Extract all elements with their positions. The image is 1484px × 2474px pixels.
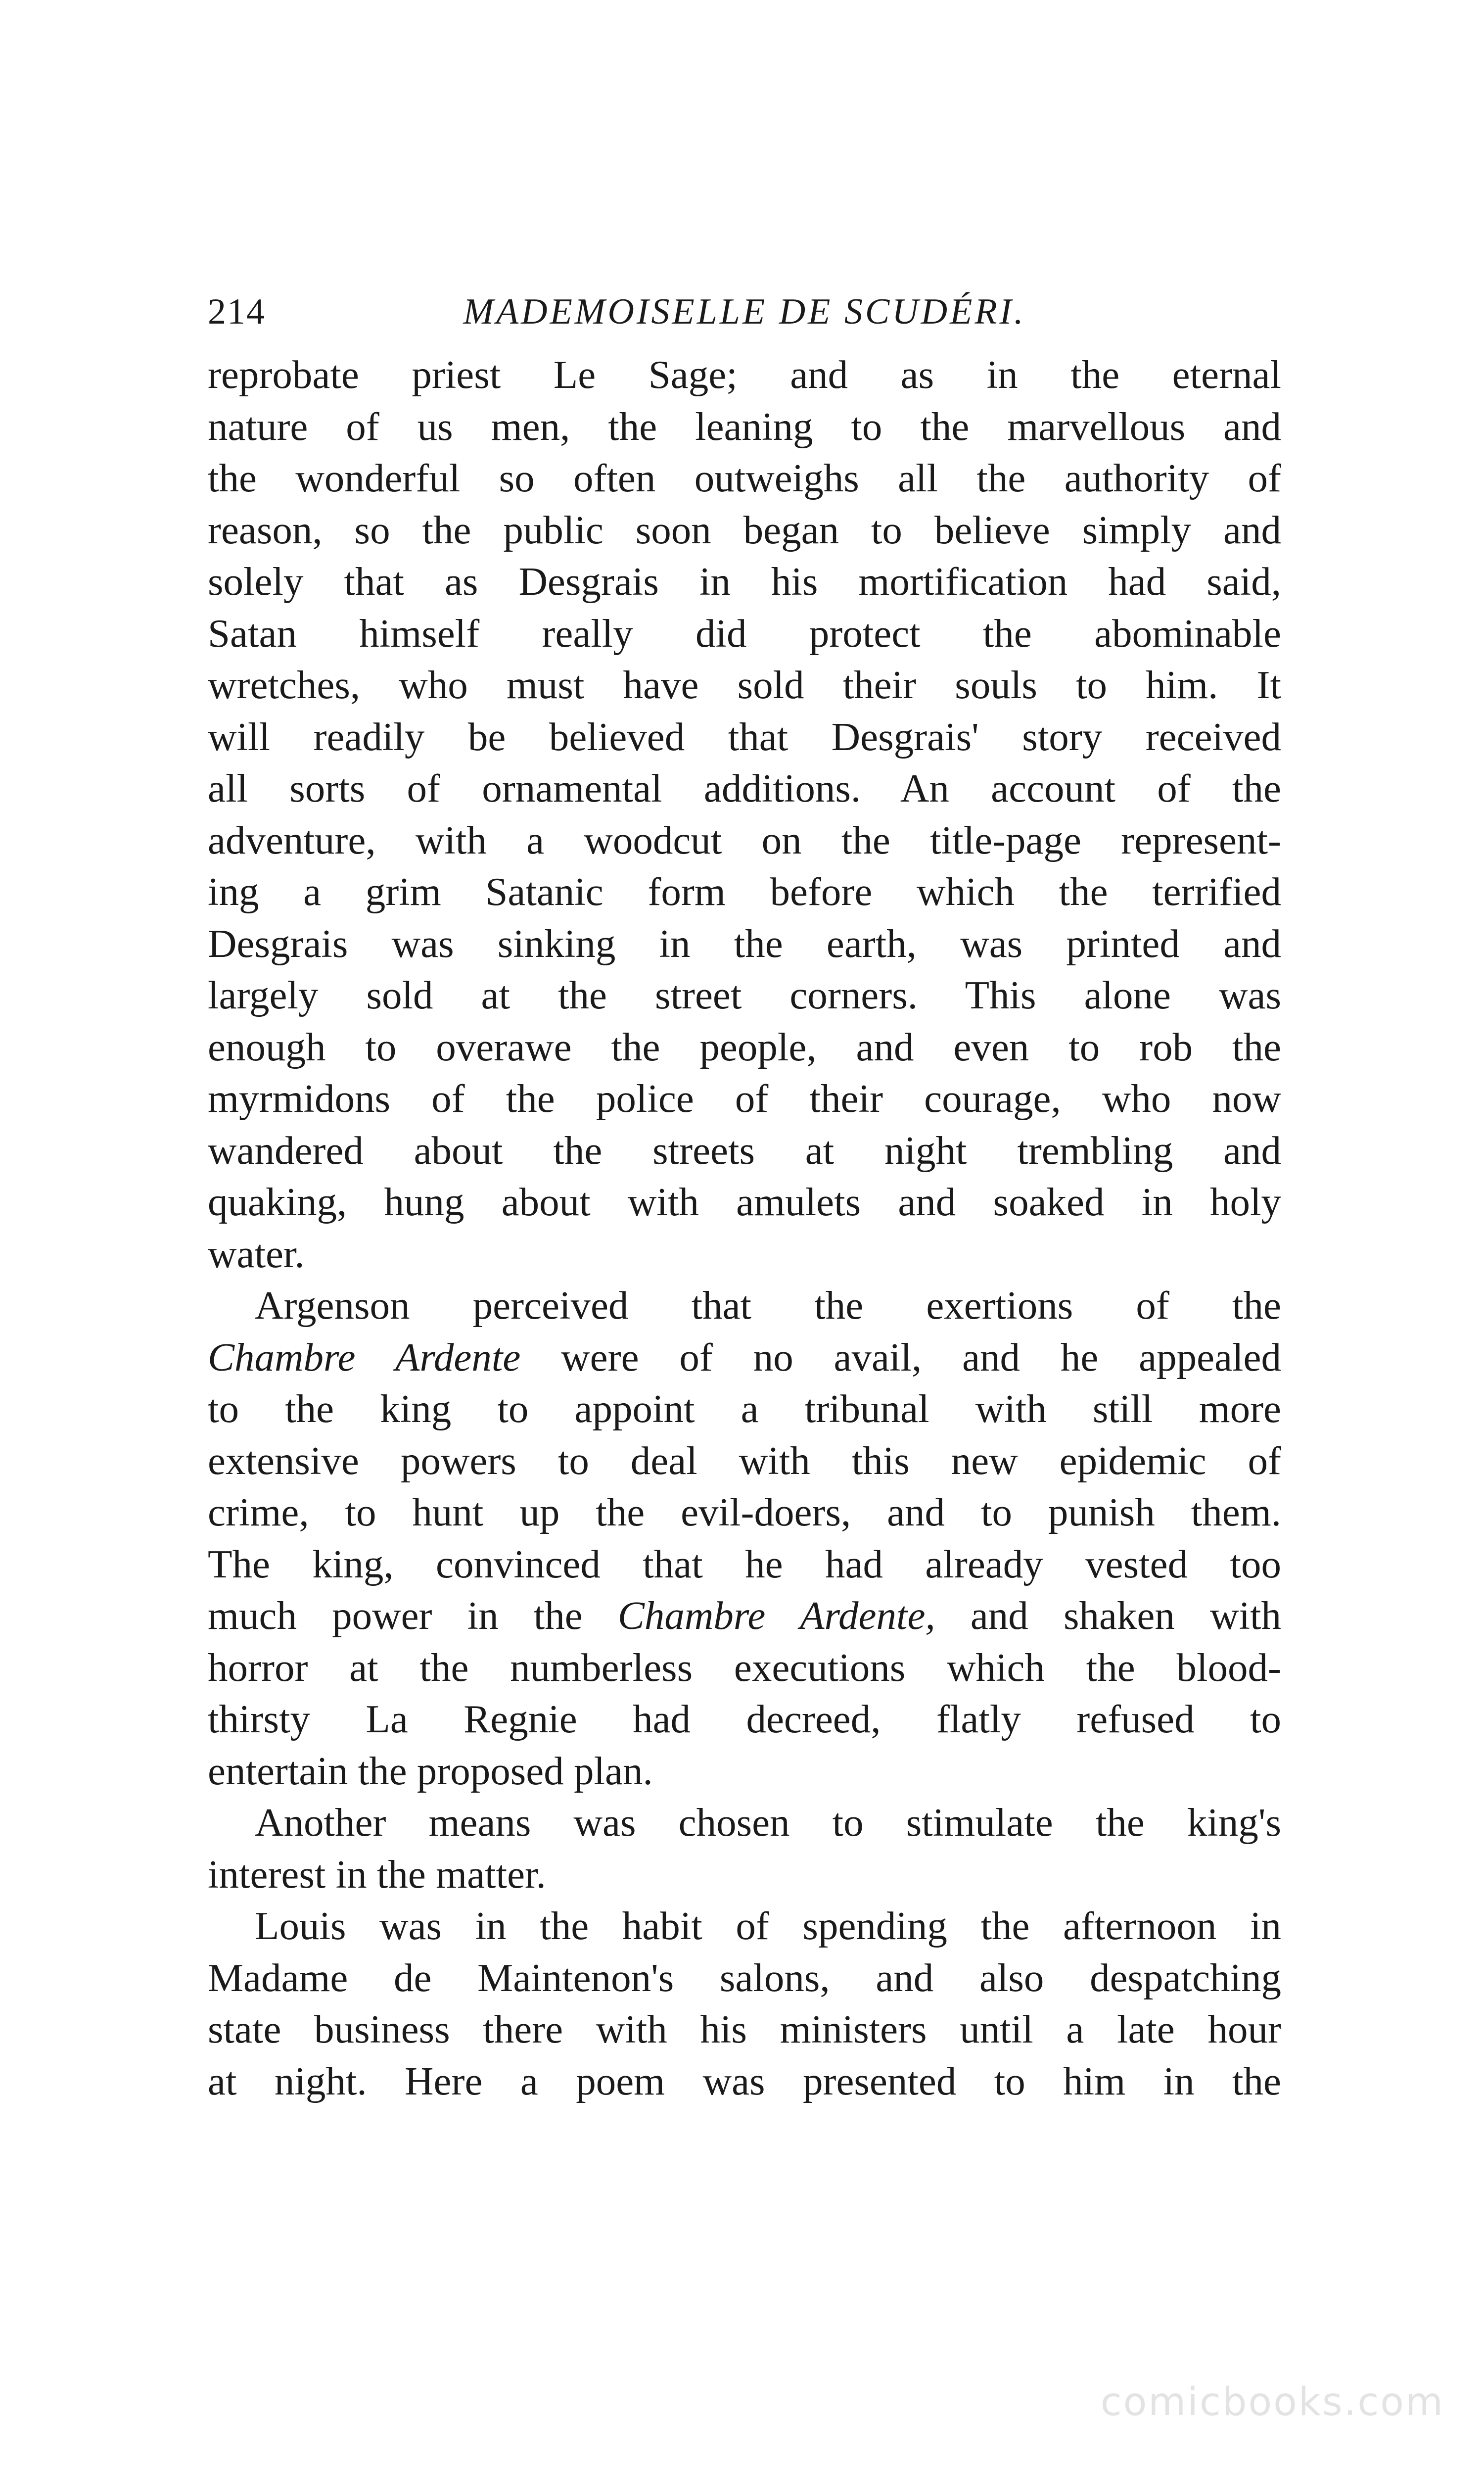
text-line: reason, so the public soon began to believe simply and	[208, 507, 1281, 552]
text-line: Another means was chosen to stimulate the king's	[255, 1800, 1281, 1845]
text-line: wretches, who must have sold their souls to him. It	[208, 663, 1281, 707]
text-line: water.	[208, 1231, 305, 1276]
paragraph	[208, 1900, 1281, 2107]
text-line: much power in the Chambre Ardente, and shaken with	[208, 1593, 1282, 1638]
paragraph	[208, 1280, 1281, 1797]
text-line: reprobate priest Le Sage; and as in the eternal	[208, 352, 1281, 397]
running-title: MADEMOISELLE DE SCUDÉRI.	[463, 291, 1026, 332]
text-line: Chambre Ardente were of no avail, and he appealed	[208, 1334, 1281, 1380]
text-line: interest in the matter.	[208, 1852, 546, 1897]
page-number: 214	[208, 291, 266, 332]
text-line: Desgrais was sinking in the earth, was printed and	[208, 921, 1281, 966]
text-line: Argenson perceived that the exertions of the	[255, 1283, 1281, 1328]
italic-term: Chambre Ardente	[208, 1334, 521, 1380]
text-line: enough to overawe the people, and even to rob the	[208, 1024, 1281, 1069]
text-line: at night. Here a poem was presented to him in the	[208, 2058, 1281, 2103]
text-line: Louis was in the habit of spending the afternoon in	[255, 1903, 1281, 1948]
text-line: state business there with his ministers until a late hour	[208, 2007, 1281, 2051]
text-line: The king, convinced that he had already vested too	[208, 1541, 1281, 1586]
text-line: entertain the proposed plan.	[208, 1748, 653, 1793]
text-line: myrmidons of the police of their courage, who now	[208, 1076, 1281, 1121]
text-line: horror at the numberless executions which the blood-	[208, 1645, 1281, 1690]
text-line: to the king to appoint a tribunal with still more	[208, 1386, 1281, 1431]
text-line: thirsty La Regnie had decreed, flatly refused to	[208, 1697, 1281, 1741]
text-line: crime, to hunt up the evil-doers, and to punish them.	[208, 1490, 1281, 1534]
paragraph	[208, 349, 1281, 1280]
text-line: the wonderful so often outweighs all the authority of	[208, 456, 1281, 500]
running-header	[208, 287, 1281, 336]
text-line: Satan himself really did protect the abominable	[208, 611, 1281, 656]
text-line: largely sold at the street corners. This alone was	[208, 973, 1281, 1017]
text-line: quaking, hung about with amulets and soaked in holy	[208, 1180, 1281, 1224]
text-line: adventure, with a woodcut on the title-page represent-	[208, 817, 1281, 862]
text-line: all sorts of ornamental additions. An account of the	[208, 766, 1281, 810]
italic-term: Chambre Ardente,	[617, 1593, 935, 1638]
text-line: wandered about the streets at night trembling and	[208, 1128, 1281, 1173]
text-line: solely that as Desgrais in his mortification had said,	[208, 559, 1281, 604]
text-line: ing a grim Satanic form before which the terrified	[208, 869, 1281, 914]
body-text	[208, 349, 1281, 2107]
paragraph	[208, 1797, 1281, 1900]
watermark: comicbooks.com	[1100, 2380, 1444, 2425]
text-line: Madame de Maintenon's salons, and also despatching	[208, 1955, 1281, 2000]
text-line: extensive powers to deal with this new epidemic of	[208, 1438, 1281, 1483]
text-line: nature of us men, the leaning to the marvellous and	[208, 404, 1281, 449]
text-line: will readily be believed that Desgrais' story received	[208, 714, 1281, 759]
